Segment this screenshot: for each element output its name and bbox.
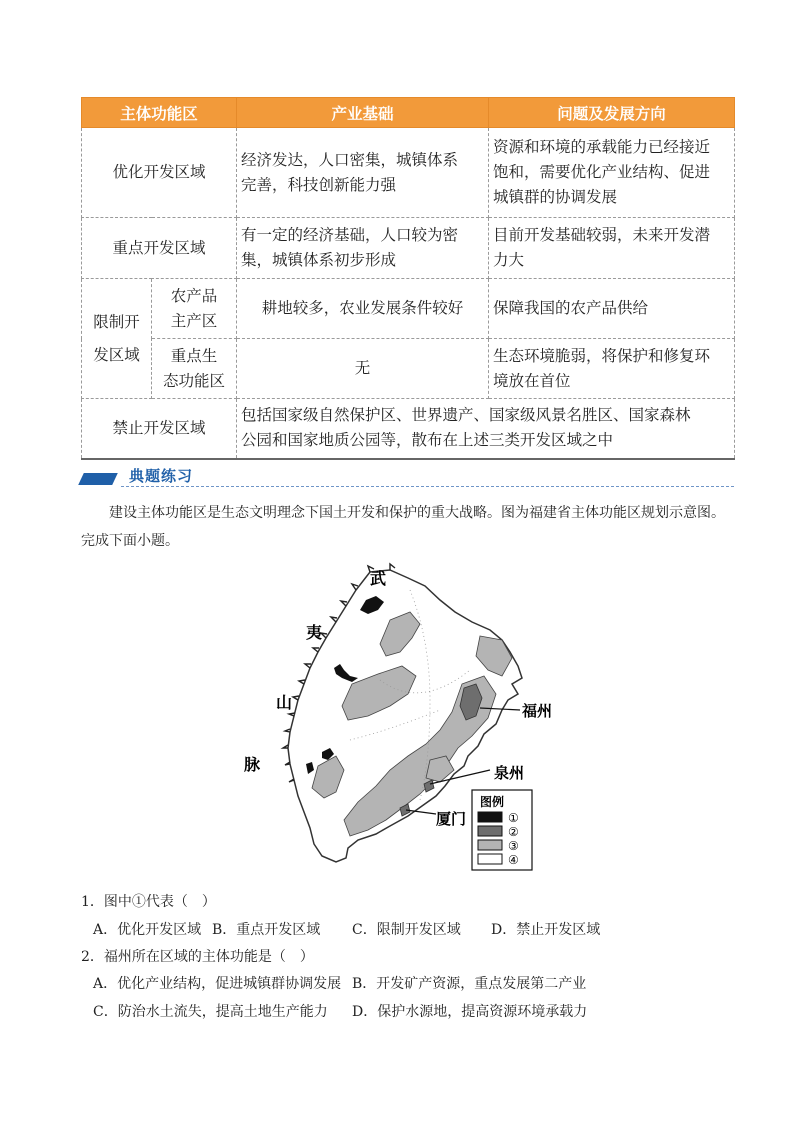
base-cell [237,128,489,218]
cell-line: 目前开发基础较弱，未来开发潜 [493,226,711,244]
question-stem: 1．图中①代表（ ） [81,894,216,910]
mountain-char-1: 武 [370,569,387,588]
option-a: A．优化产业结构，促进城镇群协调发展 [93,976,342,992]
cell-line: 资源和环境的承载能力已经接近 [493,138,711,156]
section-divider [121,486,734,487]
direction-cell [489,128,735,218]
cell-line: 有一定的经济基础，人口较为密 [241,226,459,244]
option-c: C．限制开发区域 [352,922,461,938]
section-title: 典题练习 [129,467,194,485]
city-label-xiamen: 厦门 [436,810,467,828]
base-cell: 耕地较多，农业发展条件较好 [237,279,489,339]
cell-line: 生态环境脆弱，将保护和修复环 [493,346,711,365]
mountain-char-2: 夷 [306,623,323,642]
zone-cell [82,279,152,399]
legend-title: 图例 [480,795,505,809]
city-label-fuzhou: 福州 [522,702,553,720]
option-d: D．保护水源地，提高资源环境承载力 [352,1004,588,1020]
cell-line: 完善，科技创新能力强 [241,175,397,194]
table-row [82,279,735,339]
option-c: C．防治水土流失，提高土地生产能力 [93,1004,328,1020]
direction-cell: 保障我国的农产品供给 [489,279,735,339]
cell-line: 重点生 [170,346,218,365]
cell-line: 包括国家级自然保护区、世界遗产、国家级风景名胜区、国家森林 [241,406,691,425]
legend-label-1: ① [508,811,519,825]
table-header-row [82,98,735,128]
fujian-zone-map [240,560,560,880]
cell-line: 力大 [493,251,525,269]
direction-cell [489,339,735,399]
direction-cell [489,218,735,279]
mountain-char-3: 山 [276,693,293,712]
option-a: A．优化开发区域 [93,922,202,938]
base-cell [237,218,489,279]
mountain-char-4: 脉 [244,755,261,774]
option-d: D．禁止开发区域 [491,922,601,938]
subzone-cell [152,279,237,339]
cell-line: 农产品 [170,286,218,305]
cell-line: 限制开 [93,312,140,331]
option-b: B．重点开发区域 [212,922,321,938]
legend-label-4: ④ [508,853,519,867]
question-stem: 2．福州所在区域的主体功能是（ ） [81,949,314,965]
legend-swatch-4 [478,854,502,864]
desc-cell [237,399,735,459]
header-direction: 问题及发展方向 [489,98,735,128]
function-zone-table [81,97,735,460]
cell-line: 主产区 [170,311,218,330]
subzone-cell [152,339,237,399]
cell-line: 城镇群的协调发展 [493,188,618,206]
base-cell: 无 [237,339,489,399]
table-row [82,339,735,399]
header-zone: 主体功能区 [82,98,237,128]
zone-cell: 优化开发区域 [82,128,237,218]
cell-line: 集，城镇体系初步形成 [241,251,397,269]
cell-line: 经济发达，人口密集，城镇体系 [241,150,459,169]
header-base: 产业基础 [237,98,489,128]
section-header [81,465,734,487]
question-intro: 建设主体功能区是生态文明理念下国土开发和保护的重大战略。图为福建省主体功能区规划示意图。完成下面小题。 [81,505,725,549]
zone-cell: 禁止开发区域 [82,399,237,459]
legend-swatch-2 [478,826,502,836]
city-label-quanzhou: 泉州 [494,764,525,782]
cell-line: 境放在首位 [493,371,571,390]
cell-line: 发区域 [93,345,140,364]
table-row [82,218,735,279]
table-row [82,399,735,459]
legend-swatch-1 [478,812,502,822]
legend-label-3: ③ [508,839,519,853]
zone-cell: 重点开发区域 [82,218,237,279]
cell-line: 饱和，需要优化产业结构、促进 [493,163,711,181]
cell-line: 公园和国家地质公园等，散布在上述三类开发区域之中 [241,431,614,450]
section-marker [78,473,118,485]
cell-line: 态功能区 [163,371,226,390]
option-b: B．开发矿产资源，重点发展第二产业 [352,976,587,992]
legend-label-2: ② [508,825,519,839]
table-row [82,128,735,218]
map-legend [472,790,532,870]
legend-swatch-3 [478,840,502,850]
